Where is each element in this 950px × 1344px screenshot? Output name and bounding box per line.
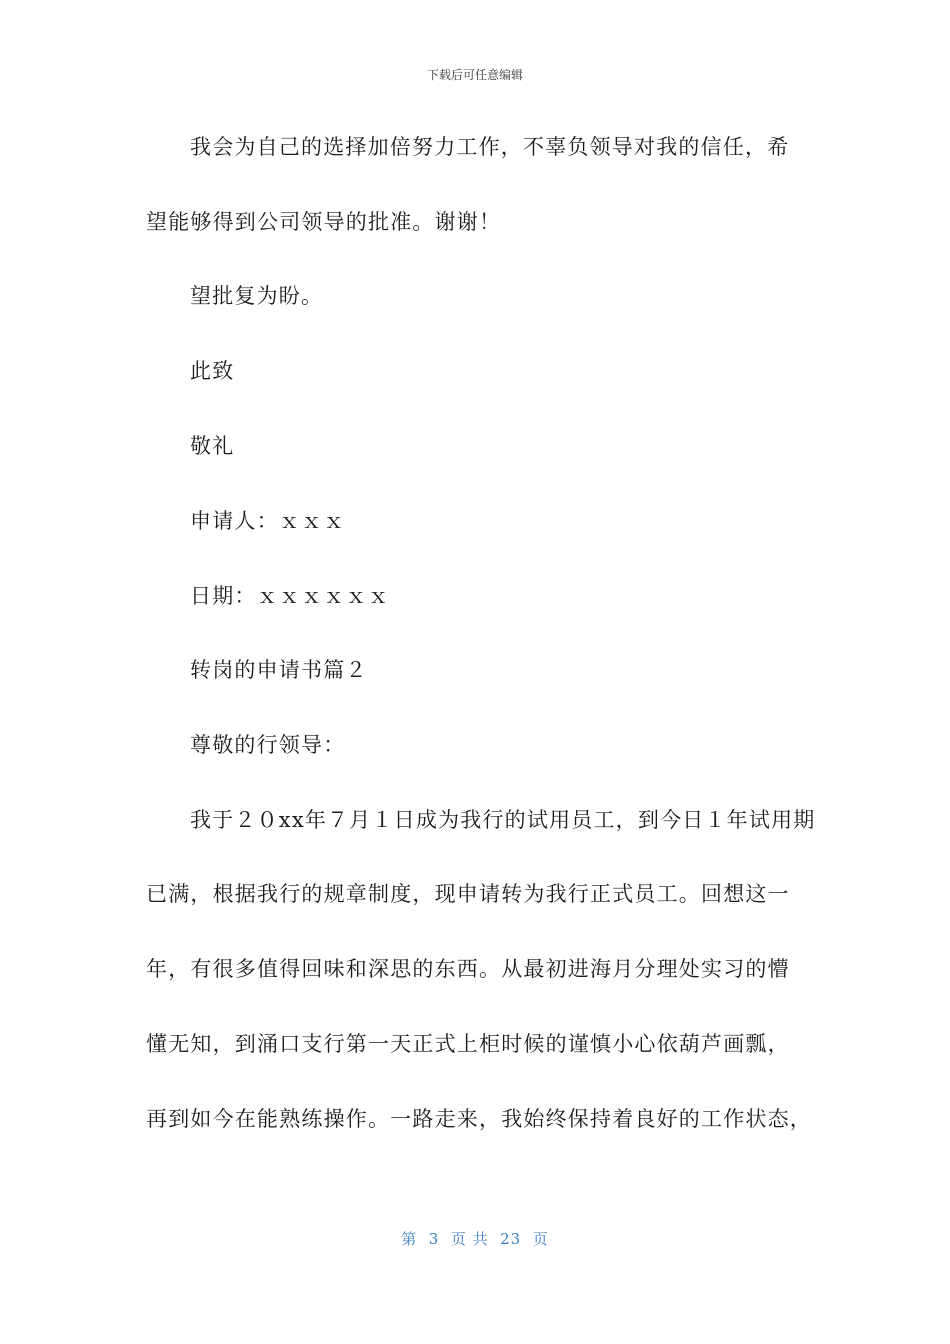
page-number-label: 第 3 页 共 23 页 bbox=[401, 1230, 549, 1248]
section-title: 转岗的申请书篇２ bbox=[190, 658, 368, 682]
salutation-line: 此致 bbox=[190, 359, 235, 383]
paragraph-line: 我于２０xx年７月１日成为我行的试用员工，到今日１年试用期 bbox=[190, 808, 816, 832]
page-number-footer bbox=[0, 1228, 950, 1249]
paragraph-line: 年，有很多值得回味和深思的东西。从最初进海月分理处实习的懵 bbox=[146, 957, 790, 981]
paragraph-line: 望能够得到公司领导的批准。谢谢！ bbox=[146, 210, 502, 234]
applicant-line: 申请人：ｘｘｘ bbox=[190, 509, 346, 533]
salutation-line: 敬礼 bbox=[190, 434, 235, 458]
date-line: 日期：ｘｘｘｘｘｘ bbox=[190, 584, 390, 608]
paragraph-line: 懂无知，到涌口支行第一天正式上柜时候的谨慎小心依葫芦画瓢， bbox=[146, 1032, 790, 1056]
paragraph-line: 再到如今在能熟练操作。一路走来，我始终保持着良好的工作状态， bbox=[146, 1107, 812, 1131]
paragraph-line: 已满，根据我行的规章制度，现申请转为我行正式员工。回想这一 bbox=[146, 882, 790, 906]
header-note: 下载后可任意编辑 bbox=[426, 68, 523, 82]
greeting-line: 尊敬的行领导： bbox=[190, 733, 346, 757]
paragraph-line: 我会为自己的选择加倍努力工作，不辜负领导对我的信任，希 bbox=[190, 135, 790, 159]
paragraph-line: 望批复为盼。 bbox=[190, 284, 324, 308]
